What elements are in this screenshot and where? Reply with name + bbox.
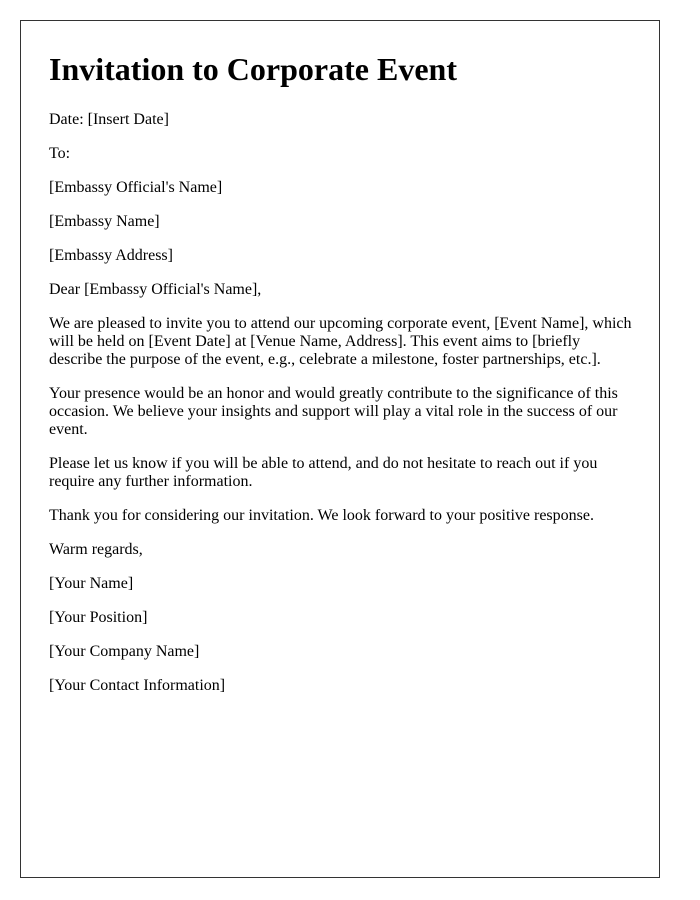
signature-name: [Your Name]	[49, 575, 134, 592]
embassy-address: [Embassy Address]	[49, 247, 173, 264]
signature-position: [Your Position]	[49, 609, 148, 626]
letter-title: Invitation to Corporate Event	[49, 51, 457, 87]
to-line: To:	[49, 145, 71, 162]
signature-contact: [Your Contact Information]	[49, 677, 226, 694]
salutation: Dear [Embassy Official's Name],	[49, 281, 262, 298]
embassy-name: [Embassy Name]	[49, 213, 160, 230]
signature-company: [Your Company Name]	[49, 643, 200, 660]
closing: Warm regards,	[49, 541, 143, 558]
body-paragraph-thanks: Thank you for considering our invitation. We look forward to your positive response.	[49, 507, 594, 524]
letter-content	[49, 49, 637, 711]
date-line: Date: [Insert Date]	[49, 111, 169, 128]
body-paragraph-presence: Your presence would be an honor and would greatly contribute to the significance of this occasion. We believe your insights and support will play a vital role in the success of our event.	[49, 385, 618, 438]
letter-page	[20, 20, 660, 878]
recipient-name: [Embassy Official's Name]	[49, 179, 223, 196]
body-paragraph-invitation: We are pleased to invite you to attend our upcoming corporate event, [Event Name], which will be held on [Event Date] at [Venue Name, Address]. This event aims to [briefly describe the purpose of the event, e.g., celebrate a milestone, foster partnerships, etc.].	[49, 315, 632, 368]
body-paragraph-rsvp: Please let us know if you will be able to attend, and do not hesitate to reach out if you require any further information.	[49, 455, 598, 490]
